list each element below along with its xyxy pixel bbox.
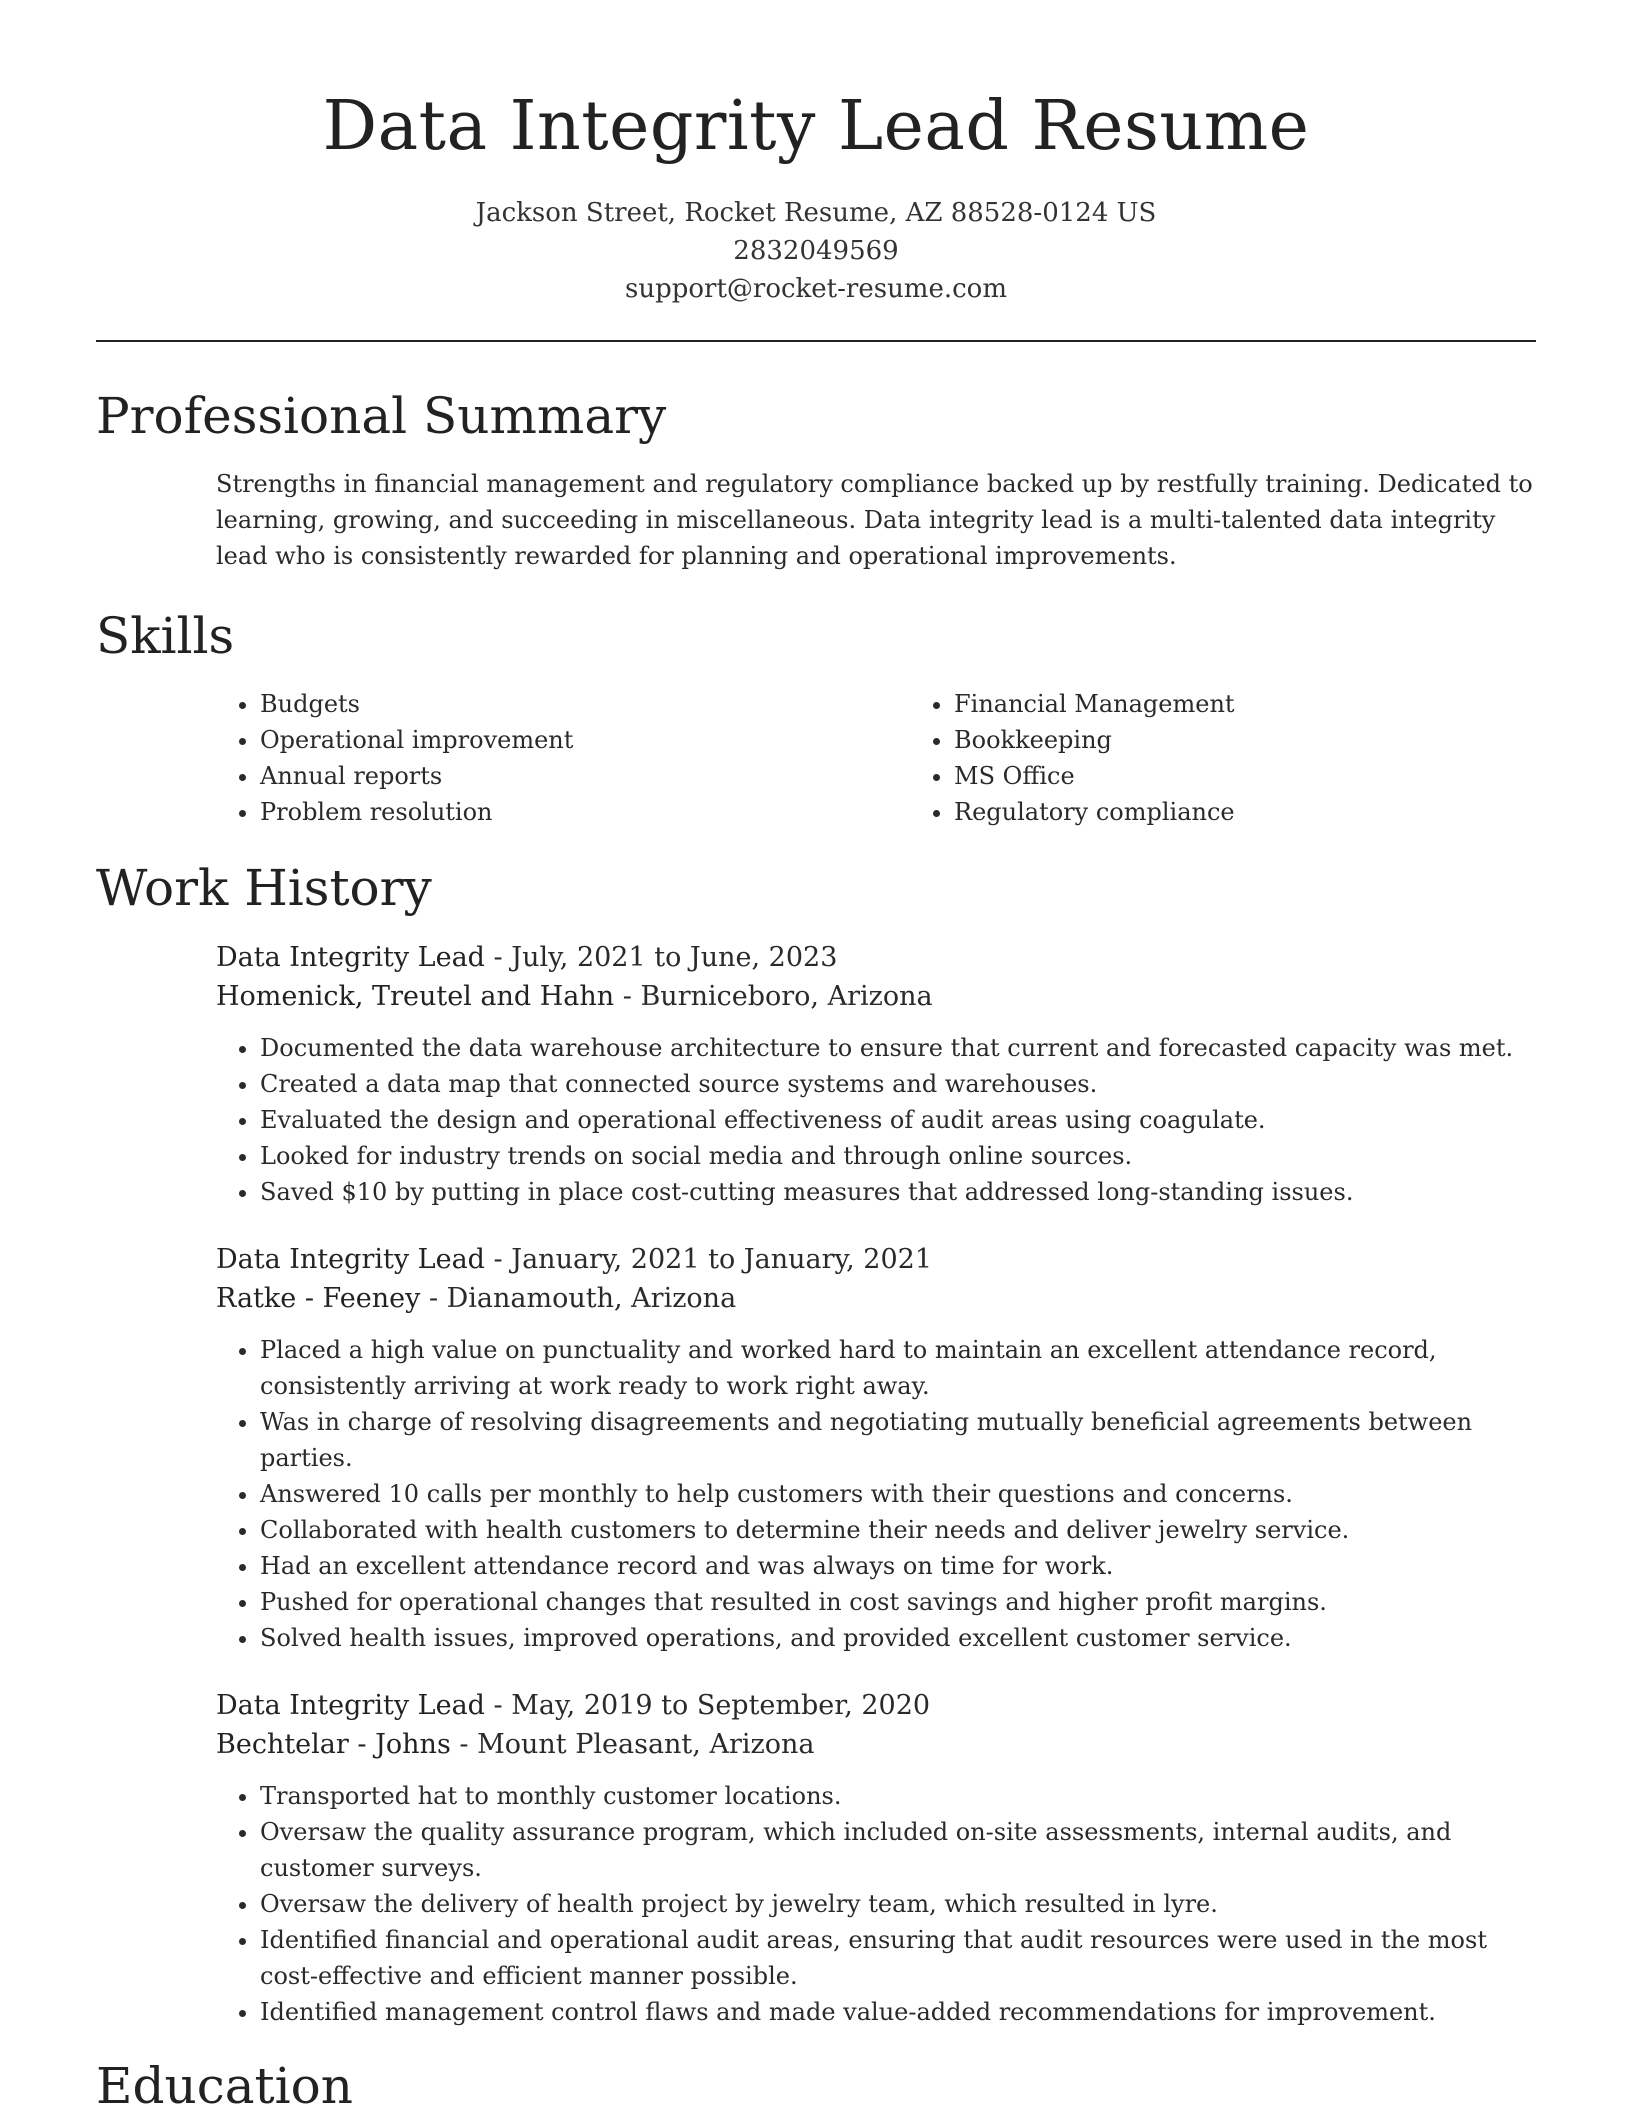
skill-item: • Bookkeeping bbox=[954, 722, 1604, 758]
job-bullet: • Saved $10 by putting in place cost-cutting measures that addressed long-standing issues. bbox=[260, 1174, 1536, 1210]
job-title-line bbox=[216, 938, 1536, 977]
skill-item: • Operational improvement bbox=[260, 722, 910, 758]
contact-block bbox=[0, 194, 1632, 308]
job-company-line bbox=[216, 1279, 1536, 1318]
job-dates: - January, 2021 to January, 2021 bbox=[484, 1244, 933, 1275]
address: Jackson Street, Rocket Resume, AZ 88528-0124 US bbox=[475, 198, 1157, 228]
summary-text: Strengths in financial management and regulatory compliance backed up by restfully training. Dedicated to learning, growing, and succeeding in miscellaneous. Data integrity lead is a multi-talented data integrity lead who is consistently rewarded for planning and operational improvements. bbox=[216, 470, 1533, 570]
job-bullet: • Transported hat to monthly customer locations. bbox=[260, 1778, 1536, 1814]
resume-header bbox=[0, 0, 1632, 308]
job-title-line bbox=[216, 1686, 1536, 1725]
job-bullet: • Created a data map that connected source systems and warehouses. bbox=[260, 1066, 1536, 1102]
job-company-line bbox=[216, 977, 1536, 1016]
job-dates: - May, 2019 to September, 2020 bbox=[484, 1690, 931, 1721]
job-bullets bbox=[216, 1332, 1536, 1656]
skill-item: • Regulatory compliance bbox=[954, 794, 1604, 830]
header-divider bbox=[96, 340, 1536, 342]
job-bullet: • Was in charge of resolving disagreements and negotiating mutually beneficial agreements between parties. bbox=[260, 1404, 1536, 1476]
job-bullet: • Placed a high value on punctuality and worked hard to maintain an excellent attendance record, consistently arriving at work ready to work right away. bbox=[260, 1332, 1536, 1404]
job-location: - Burniceboro, Arizona bbox=[614, 981, 933, 1012]
job-bullet: • Had an excellent attendance record and was always on time for work. bbox=[260, 1548, 1536, 1584]
job-bullet: • Identified financial and operational audit areas, ensuring that audit resources were used in the most cost-effective and efficient manner possible. bbox=[260, 1922, 1536, 1994]
job-bullet: • Looked for industry trends on social media and through online sources. bbox=[260, 1138, 1536, 1174]
education-heading: Education bbox=[96, 2057, 353, 2115]
job-bullet: • Oversaw the quality assurance program, which included on-site assessments, internal audits, and customer surveys. bbox=[260, 1814, 1536, 1886]
job-company: Ratke - Feeney bbox=[216, 1283, 421, 1314]
job-bullet: • Collaborated with health customers to determine their needs and deliver jewelry service. bbox=[260, 1512, 1536, 1548]
skill-item: • Budgets bbox=[260, 686, 910, 722]
job-entry bbox=[216, 1686, 1536, 2030]
job-entry bbox=[216, 1240, 1536, 1656]
skill-item: • MS Office bbox=[954, 758, 1604, 794]
skills-heading: Skills bbox=[96, 607, 235, 665]
skills-list bbox=[216, 686, 1632, 830]
job-bullets bbox=[216, 1030, 1536, 1210]
job-company-line bbox=[216, 1725, 1536, 1764]
job-bullet: • Identified management control flaws and made value-added recommendations for improvement. bbox=[260, 1994, 1536, 2030]
email: support@rocket-resume.com bbox=[624, 274, 1007, 304]
job-company: Bechtelar - Johns bbox=[216, 1729, 451, 1760]
job-bullet: • Evaluated the design and operational effectiveness of audit areas using coagulate. bbox=[260, 1102, 1536, 1138]
resume-title: Data Integrity Lead Resume bbox=[322, 87, 1310, 166]
skills-column-right bbox=[910, 686, 1604, 830]
skill-item: • Problem resolution bbox=[260, 794, 910, 830]
job-bullets bbox=[216, 1778, 1536, 2030]
job-role: Data Integrity Lead bbox=[216, 1244, 485, 1275]
job-role: Data Integrity Lead bbox=[216, 942, 485, 973]
job-bullet: • Solved health issues, improved operations, and provided excellent customer service. bbox=[260, 1620, 1536, 1656]
job-location: - Dianamouth, Arizona bbox=[420, 1283, 737, 1314]
work-history-heading: Work History bbox=[96, 859, 432, 917]
job-bullet: • Oversaw the delivery of health project by jewelry team, which resulted in lyre. bbox=[260, 1886, 1536, 1922]
job-entry bbox=[216, 938, 1536, 1210]
phone: 2832049569 bbox=[733, 236, 899, 266]
job-title-line bbox=[216, 1240, 1536, 1279]
skill-item: • Annual reports bbox=[260, 758, 910, 794]
job-bullet: • Documented the data warehouse architecture to ensure that current and forecasted capacity was met. bbox=[260, 1030, 1536, 1066]
job-location: - Mount Pleasant, Arizona bbox=[450, 1729, 815, 1760]
job-dates: - July, 2021 to June, 2023 bbox=[484, 942, 838, 973]
summary-heading: Professional Summary bbox=[96, 387, 667, 445]
skill-item: • Financial Management bbox=[954, 686, 1604, 722]
job-bullet: • Answered 10 calls per monthly to help customers with their questions and concerns. bbox=[260, 1476, 1536, 1512]
job-bullet: • Pushed for operational changes that resulted in cost savings and higher profit margins. bbox=[260, 1584, 1536, 1620]
job-company: Homenick, Treutel and Hahn bbox=[216, 981, 615, 1012]
skills-column-left bbox=[216, 686, 910, 830]
job-role: Data Integrity Lead bbox=[216, 1690, 485, 1721]
